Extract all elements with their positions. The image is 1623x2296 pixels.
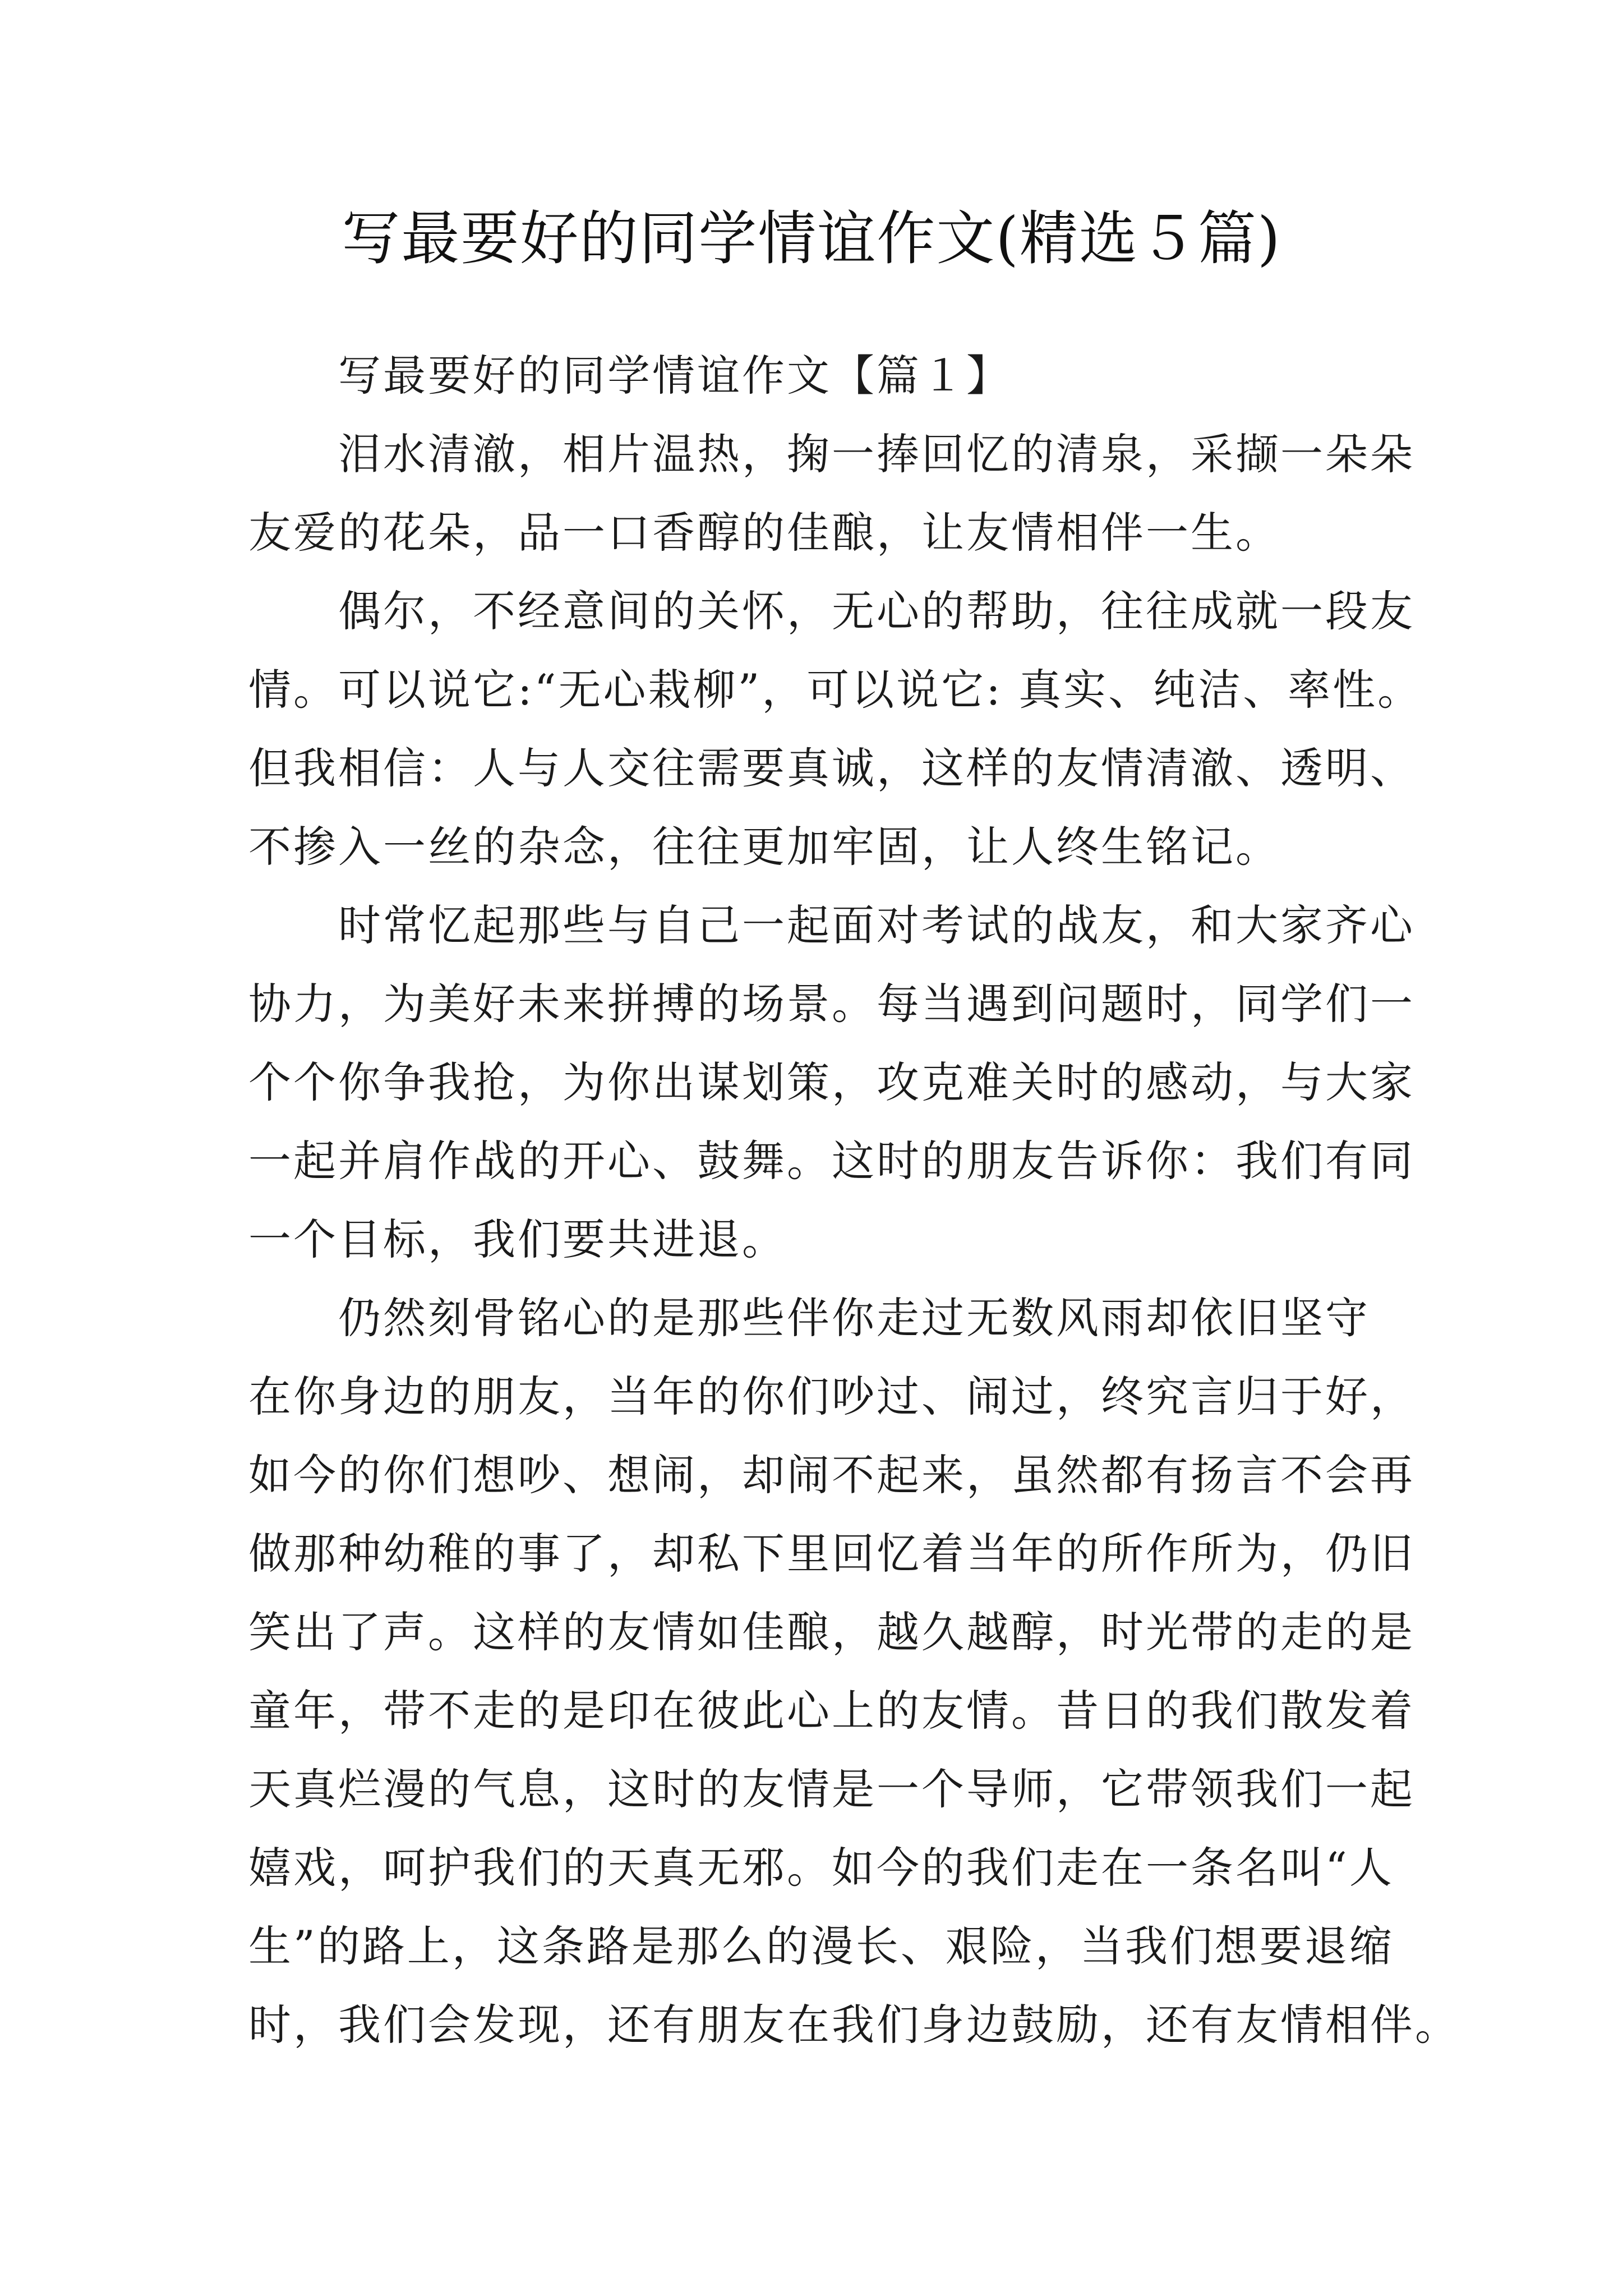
text-line: 如今的你们想吵、想闹，却闹不起来，虽然都有扬言不会再	[248, 1450, 1415, 1500]
text-line: 一个目标，我们要共进退。	[248, 1214, 787, 1264]
document-body	[248, 337, 1460, 2064]
text-line: 但我相信：人与人交往需要真诚，这样的友情清澈、透明、	[248, 743, 1415, 793]
text-line: 一起并肩作战的开心、鼓舞。这时的朋友告诉你：我们有同	[248, 1136, 1415, 1186]
text-line: 偶尔，不经意间的关怀，无心的帮助，往往成就一段友	[338, 586, 1415, 636]
text-line: 泪水清澈，相片温热，掬一捧回忆的清泉，采撷一朵朵	[338, 429, 1415, 479]
text-line: 笑出了声。这样的友情如佳酿，越久越醇，时光带的走的是	[248, 1607, 1415, 1657]
text-line: 不掺入一丝的杂念，往往更加牢固，让人终生铭记。	[248, 822, 1280, 872]
text-line: 在你身边的朋友，当年的你们吵过、闹过，终究言归于好，	[248, 1372, 1415, 1421]
paragraph-4	[248, 1279, 1460, 2064]
paragraph-2	[248, 572, 1423, 886]
text-line: 生”的路上，这条路是那么的漫长、艰险，当我们想要退缩	[248, 1921, 1394, 1971]
text-line: 友爱的花朵，品一口香醇的佳酿，让友情相伴一生。	[248, 508, 1280, 558]
text-line: 个个你争我抢，为你出谋划策，攻克难关时的感动，与大家	[248, 1057, 1415, 1107]
text-line: 情。可以说它:“无心栽柳”，可以说它: 真实、纯洁、率性。	[248, 665, 1423, 715]
section-heading: 写最要好的同学情谊作文【篇１】	[338, 351, 1011, 401]
text-line: 协力，为美好未来拼搏的场景。每当遇到问题时，同学们一	[248, 979, 1415, 1029]
text-line: 做那种幼稚的事了，却私下里回忆着当年的所作所为，仍旧	[248, 1529, 1415, 1579]
text-line: 时，我们会发现，还有朋友在我们身边鼓励，还有友情相伴。	[248, 2000, 1460, 2050]
document-title: 写最要好的同学情谊作文(精选５篇)	[342, 204, 1281, 273]
paragraph-1	[248, 415, 1415, 572]
paragraph-3	[248, 886, 1415, 1279]
text-line: 嬉戏，呵护我们的天真无邪。如今的我们走在一条名叫“人	[248, 1843, 1394, 1893]
text-line: 天真烂漫的气息，这时的友情是一个导师，它带领我们一起	[248, 1764, 1415, 1814]
text-line: 仍然刻骨铭心的是那些伴你走过无数风雨却依旧坚守	[338, 1293, 1370, 1343]
text-line: 时常忆起那些与自己一起面对考试的战友，和大家齐心	[338, 900, 1415, 950]
text-line: 童年，带不走的是印在彼此心上的友情。昔日的我们散发着	[248, 1686, 1415, 1736]
